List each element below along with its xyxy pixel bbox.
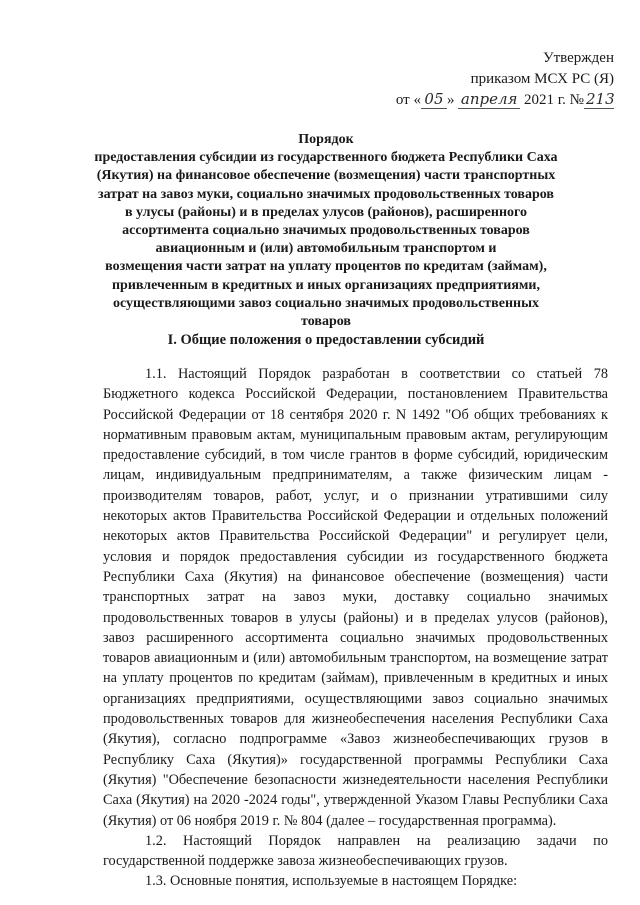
approval-line-2: приказом МСХ РС (Я) [470, 71, 614, 87]
title-line: осуществляющими завоз социально значимых продовольственных [112, 295, 540, 311]
title-line: ассортимента социально значимых продовольственных товаров [122, 223, 530, 239]
section-heading: I. Общие положения о предоставлении субсидий [167, 332, 485, 348]
date-mid: » [446, 92, 455, 108]
title-line: авиационным и (или) автомобильным транспортом и [155, 241, 497, 257]
title-line: возмещения части затрат на уплату процентов по кредитам (займам), [105, 259, 547, 275]
title-line: привлеченным в кредитных и иных организациях предприятиями, [111, 277, 540, 293]
approval-stamp [374, 48, 614, 111]
approval-line-1: Утвержден [542, 50, 614, 66]
body-text [103, 364, 608, 892]
handwritten-day: 05 [421, 91, 447, 109]
title-main: Порядок [298, 132, 354, 147]
document-title [90, 131, 562, 331]
handwritten-order-number: 213 [586, 90, 615, 108]
approval-date-line [374, 90, 614, 111]
handwritten-month: апреля [458, 91, 520, 109]
title-line: предоставления субсидии из государственного бюджета Республики Саха [94, 150, 558, 166]
paragraph-1-3: 1.3. Основные понятия, используемые в настоящем Порядке: [145, 873, 518, 890]
date-year: 2021 г. № [523, 92, 584, 108]
title-line: в улусы (районы) и в пределах улусов (районов), расширенного [124, 204, 528, 220]
title-line: (Якутия) на финансовое обеспечение (возмещения) части транспортных [96, 168, 556, 184]
paragraph-1-2: 1.2. Настоящий Порядок направлен на реализацию задачи по государственной поддержке завоза жизнеобеспечивающих грузов. [103, 832, 608, 870]
date-prefix: от « [395, 92, 421, 108]
title-line: товаров [301, 314, 351, 330]
title-line: затрат на завоз муки, социально значимых продовольственных товаров [98, 186, 554, 202]
paragraph-1-1: 1.1. Настоящий Порядок разработан в соответствии со статьей 78 Бюджетного кодекса Российской Федерации, постановлением Правительства Российской Федерации от 18 сентября 2020 г. N 1492 "Об общих требованиях к нормативным правовым актам, муниципальным правовым актам, регулирующим предоставление субсидий, в том числе грантов в форме субсидий, юридическим лицам, индивидуальным предпринимателям, а также физическим лицам - производителям товаров, работ, услуг, и о признании утратившими силу некоторых актов Правительства Российской Федерации и отдельных положений некоторых актов Правительства Российской Федерации" и регулирует цели, условия и порядок предоставления субсидии из государственного бюджета Республики Саха (Якутия) на финансовое обеспечение (возмещения) части транспортных затрат на завоз муки, доставку социально значимых продовольственных товаров в улусы (районы) и в пределах улусов (районов), завоз расширенного ассортимента социально значимых продовольственных товаров авиационным и (или) автомобильным транспортом, на возмещение затрат на уплату процентов по кредитам (займам), привлеченным в кредитных и иных организациях предприятиями, осуществляющими завоз социально значимых продовольственных товаров для жизнеобеспечения населения Республики Саха (Якутия), согласно подпрограмме «Завоз жизнеобеспечивающих грузов в Республику Саха (Якутия)» государственной программы Республики Саха (Якутия) "Обеспечение безопасности жизнедеятельности населения Республики Саха (Якутия) на 2020 -2024 годы", утвержденной Указом Главы Республики Саха (Якутия) от 06 ноября 2019 г. № 804 (далее – государственная программа). [103, 366, 608, 829]
